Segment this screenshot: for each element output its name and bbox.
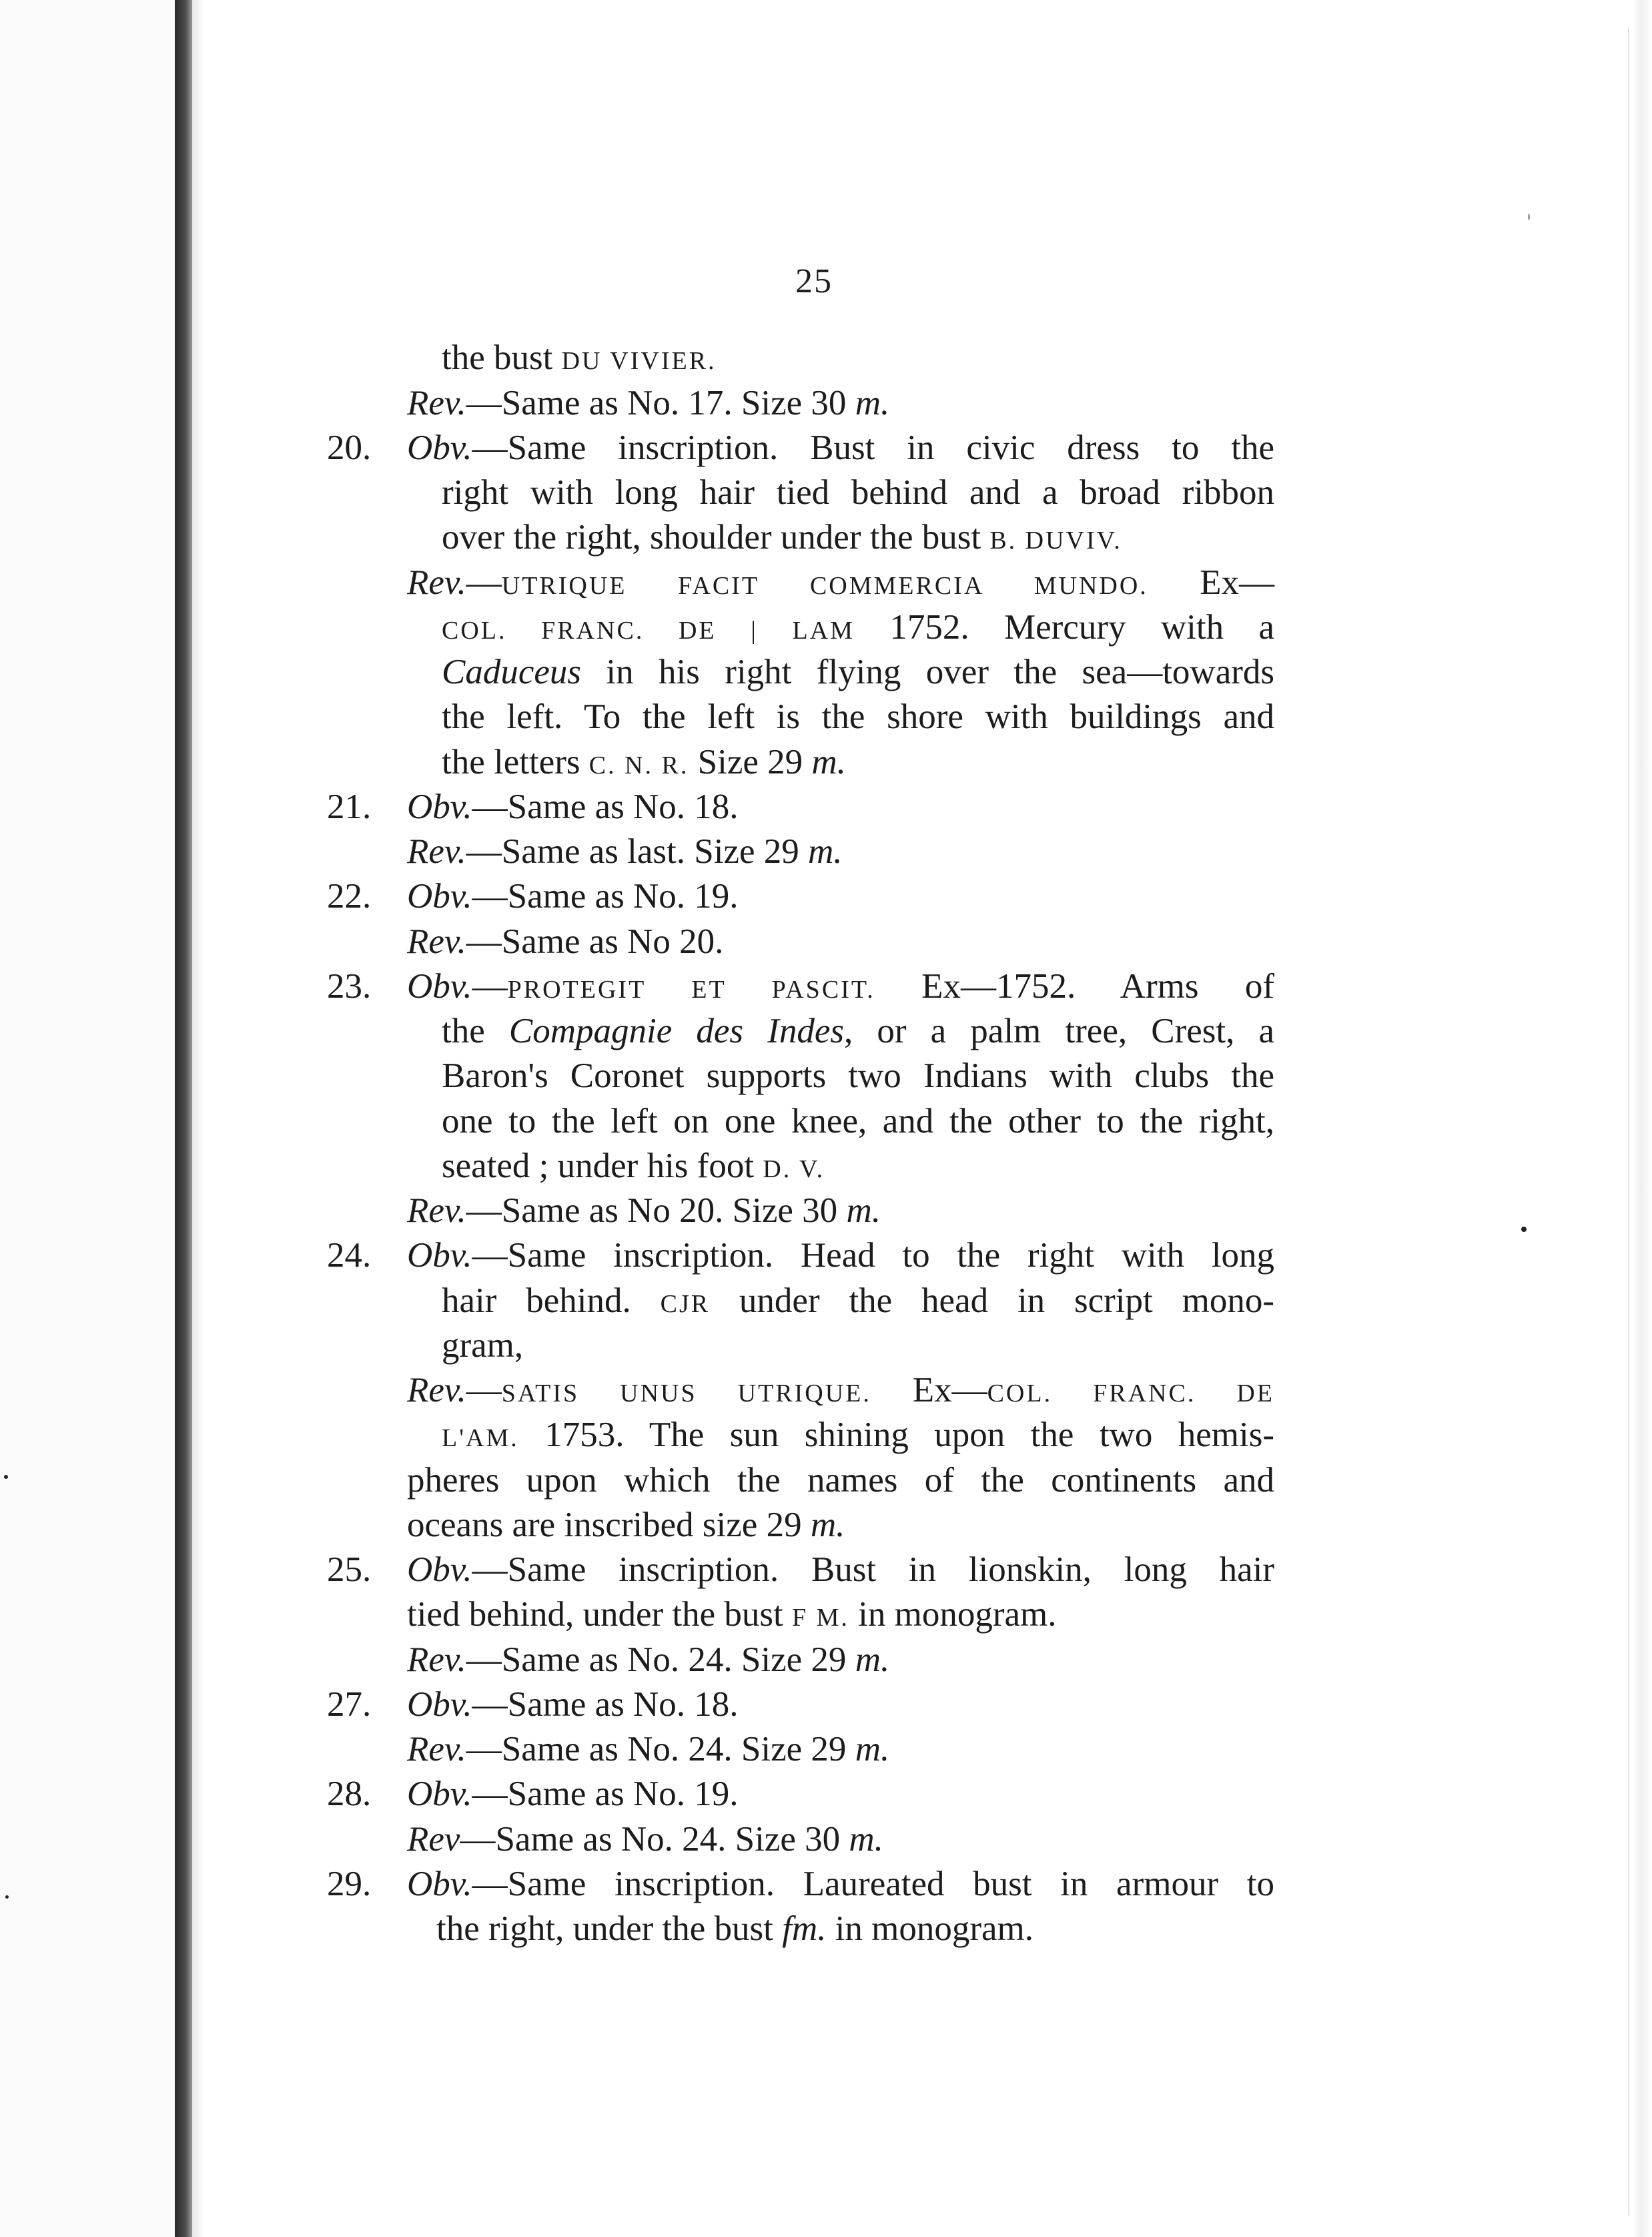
text-run: —Same as No. 24. Size 29	[466, 1730, 855, 1769]
text-line	[407, 1682, 739, 1727]
text-run: hair behind.	[442, 1281, 661, 1320]
text-run: —	[472, 967, 508, 1006]
text-run: the right, under the bust	[436, 1909, 783, 1948]
entry-number: 20.	[327, 428, 372, 467]
text-run: , or a palm tree, Crest, a	[843, 1012, 1275, 1050]
italic-text: m.	[811, 743, 846, 781]
text-run: the	[442, 1012, 509, 1050]
italic-text: Rev.	[407, 563, 466, 602]
text-line	[442, 649, 1274, 695]
text-run: the left. To the left is the shore with buildings and	[442, 697, 1274, 736]
page-right-edge	[1633, 0, 1652, 2237]
small-caps-text: L'AM.	[442, 1424, 519, 1452]
small-caps-text: F M.	[792, 1604, 849, 1632]
text-line	[407, 1861, 1274, 1907]
text-line	[407, 1233, 1274, 1278]
text-run: right with long hair tied behind and a broad ribbon	[442, 473, 1274, 512]
italic-text: Caduceus	[442, 653, 582, 691]
text-run: one to the left on one knee, and the other to the right,	[442, 1102, 1274, 1141]
text-run: Baron's Coronet supports two Indians with clubs the	[442, 1056, 1274, 1095]
entry-number: 22.	[327, 877, 372, 916]
text-line	[442, 1143, 825, 1189]
text-line	[442, 335, 717, 380]
text-run: —Same as No 20. Size 30	[466, 1191, 847, 1230]
text-line	[442, 515, 1122, 560]
italic-text: m.	[855, 384, 890, 422]
text-run: —	[466, 1371, 502, 1409]
text-run: —Same as last. Size 29	[466, 832, 808, 871]
page-edge-line	[1628, 27, 1629, 2216]
italic-text: Obv.	[407, 1865, 472, 1903]
text-line	[407, 1817, 883, 1862]
small-caps-text: DU VIVIER.	[561, 347, 717, 375]
text-run: seated ; under his foot	[442, 1147, 763, 1185]
italic-text: Rev.	[407, 1371, 466, 1409]
italic-text: Obv.	[407, 1550, 472, 1589]
italic-text: Rev.	[407, 384, 466, 422]
text-run: —Same as No. 19.	[472, 877, 739, 916]
text-run: in monogram.	[849, 1595, 1057, 1634]
text-run: under the head in script mono-	[710, 1281, 1274, 1320]
text-run: —Same as No 20.	[466, 922, 724, 961]
text-run: Ex—	[871, 1371, 987, 1409]
italic-text: Rev	[407, 1820, 460, 1859]
text-run: —Same inscription. Laureated bust in armour to	[472, 1865, 1274, 1903]
page-gutter	[192, 0, 204, 2237]
text-line	[442, 1053, 1274, 1098]
scan-speck	[5, 1895, 9, 1899]
text-run: 1752. Mercury with a	[854, 608, 1274, 647]
text-line	[407, 1547, 1274, 1592]
text-run: —Same inscription. Bust in civic dress to the	[472, 428, 1274, 467]
text-line	[407, 380, 889, 426]
entry-number: 21.	[327, 787, 372, 826]
text-run: gram,	[442, 1326, 524, 1365]
small-caps-text: D. V.	[763, 1155, 825, 1183]
text-line	[442, 694, 1274, 739]
text-run: in his right flying over the sea—towards	[581, 653, 1274, 691]
text-line	[407, 919, 723, 964]
italic-text: Rev.	[407, 1730, 466, 1769]
italic-text: Obv.	[407, 428, 472, 467]
italic-text: m.	[810, 1506, 845, 1544]
text-line	[407, 1726, 889, 1772]
text-run: —Same as No. 18.	[472, 787, 739, 826]
text-line	[407, 1592, 1057, 1637]
italic-text: Rev.	[407, 1640, 466, 1679]
entry-number: 29.	[327, 1865, 372, 1903]
entry-number: 24.	[327, 1236, 372, 1275]
entry-number: 25.	[327, 1550, 372, 1589]
small-caps-text: UTRIQUE FACIT COMMERCIA MUNDO.	[501, 572, 1148, 600]
text-run: Size 29	[689, 743, 812, 781]
text-line	[407, 784, 739, 830]
text-line	[407, 1458, 1274, 1503]
text-run: —Same as No. 17. Size 30	[466, 384, 855, 422]
text-line	[442, 739, 846, 785]
small-caps-text: SATIS UNUS UTRIQUE.	[501, 1379, 871, 1407]
text-run: over the right, shoulder under the bust	[442, 518, 990, 557]
text-line	[407, 1771, 739, 1817]
italic-text: m.	[846, 1191, 881, 1230]
scan-speck	[4, 1475, 8, 1479]
italic-text: m.	[808, 832, 843, 871]
text-run: the letters	[442, 743, 589, 781]
entry-number: 28.	[327, 1775, 372, 1813]
text-line	[442, 1323, 523, 1368]
small-caps-text: PROTEGIT ET PASCIT.	[507, 976, 875, 1004]
text-run: oceans are inscribed size 29	[407, 1506, 811, 1544]
text-line	[407, 1188, 881, 1233]
text-line	[407, 1637, 889, 1682]
page-number: 25	[795, 262, 833, 300]
italic-text: Rev.	[407, 832, 466, 871]
text-line	[407, 425, 1274, 470]
italic-text: Obv.	[407, 877, 472, 916]
italic-text: Obv.	[407, 787, 472, 826]
small-caps-text: COL. FRANC. DE | LAM	[442, 617, 855, 645]
italic-text: m.	[849, 1820, 883, 1859]
text-run: —Same inscription. Head to the right with long	[472, 1236, 1274, 1275]
text-run: tied behind, under the bust	[407, 1595, 792, 1634]
text-run: pheres upon which the names of the continents and	[407, 1461, 1274, 1500]
text-line	[407, 1502, 845, 1548]
italic-text: Obv.	[407, 967, 472, 1006]
text-line	[436, 1906, 1034, 1951]
italic-text: Obv.	[407, 1775, 472, 1813]
italic-text: Compagnie des Indes	[508, 1012, 844, 1050]
text-run: —	[466, 563, 502, 602]
text-line	[442, 1278, 1274, 1323]
italic-text: Rev.	[407, 1191, 466, 1230]
text-line	[442, 1412, 1274, 1458]
italic-text: Rev.	[407, 922, 466, 961]
text-run: —Same inscription. Bust in lionskin, long hair	[472, 1550, 1274, 1589]
small-caps-text: CJR	[660, 1290, 711, 1318]
text-line	[407, 874, 739, 919]
binding-shadow	[175, 0, 192, 2237]
scan-speck	[1521, 1227, 1527, 1232]
italic-text: Obv.	[407, 1236, 472, 1275]
text-line	[442, 1008, 1274, 1054]
scan-speck	[1528, 214, 1530, 220]
text-line	[407, 964, 1274, 1009]
italic-text: Obv.	[407, 1685, 472, 1724]
text-run: —Same as No. 24. Size 30	[460, 1820, 849, 1859]
text-line	[407, 829, 843, 874]
italic-text: m.	[855, 1730, 890, 1769]
small-caps-text: B. DUVIV.	[989, 527, 1122, 555]
text-run: —Same as No. 24. Size 29	[466, 1640, 855, 1679]
text-run: Ex—1752. Arms of	[875, 967, 1274, 1006]
text-line	[407, 560, 1274, 605]
text-run: —Same as No. 19.	[472, 1775, 739, 1813]
text-run: 1753. The sun shining upon the two hemis-	[518, 1415, 1274, 1454]
text-line	[407, 1367, 1274, 1413]
text-run: —Same as No. 18.	[472, 1685, 739, 1724]
text-run: Ex—	[1148, 563, 1275, 602]
entry-number: 23.	[327, 967, 372, 1006]
text-run: in monogram.	[826, 1909, 1034, 1948]
facing-page-edge	[0, 0, 175, 2237]
text-line	[442, 605, 1274, 650]
entry-number: 27.	[327, 1685, 372, 1724]
small-caps-text: COL. FRANC. DE	[987, 1379, 1275, 1407]
text-line	[442, 470, 1274, 515]
italic-text: fm.	[782, 1909, 827, 1948]
italic-text: m.	[855, 1640, 890, 1679]
small-caps-text: C. N. R.	[588, 751, 689, 779]
text-run: the bust	[442, 338, 562, 377]
text-line	[442, 1098, 1274, 1144]
